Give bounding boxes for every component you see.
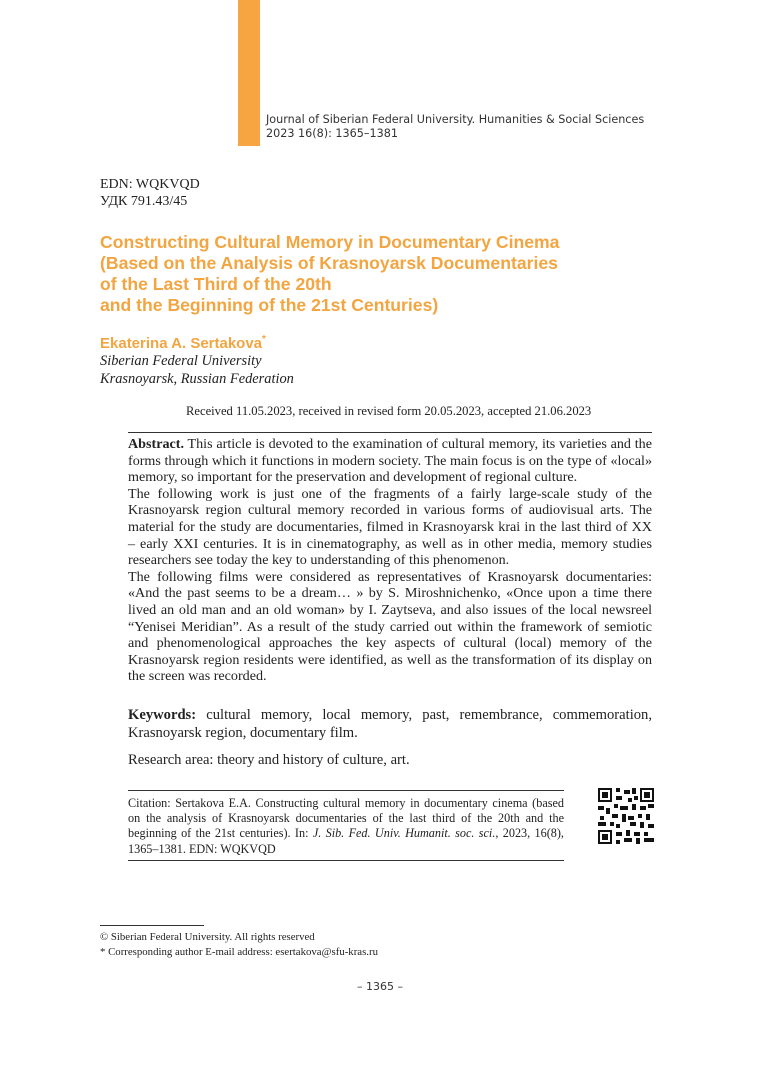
abstract-top-rule: [128, 432, 652, 433]
author-mark: *: [262, 334, 266, 345]
abstract-paragraph: The following films were considered as representatives of Krasnoyarsk documentaries: «And the past seems to be a dream… » by S. Miroshnichenko, «Once upon a time there lived an old man and an old woman» by I. Zaytseva, and also issues of the local newsreel “Yenisei Meridian”. As a result of the study carried out within the framework of semiotic and phenomenological approaches the key aspects of cultural (local) memory of the Krasnoyarsk region residents were identified, as well as the transformation of its display on the screen was recorded.: [128, 568, 652, 685]
journal-name: Journal of Siberian Federal University. Humanities & Social Sciences: [266, 113, 645, 126]
citation-tail: , 2023, 16(8), 1365–1381. EDN: WQKVQD: [128, 826, 564, 856]
citation-bottom-rule: [128, 860, 564, 861]
abstract-paragraph: The following work is just one of the fragments of a fairly large-scale study of the Krasnoyarsk region cultural memory recorded in various forms of audiovisual arts. The material for the study are documentaries, filmed in Krasnoyarsk krai in the last third of XX – early XXI centuries. It is in cinematography, as well as in other media, memory studies researchers see today the key to understanding of this phenomenon.: [128, 485, 652, 569]
received-dates: Received 11.05.2023, received in revised form 20.05.2023, accepted 21.06.2023: [186, 404, 592, 418]
keywords: [128, 706, 652, 742]
corresponding-author-note: * Corresponding author E-mail address: esertakova@sfu-kras.ru: [100, 946, 378, 958]
article-meta: [100, 176, 200, 210]
abstract-paragraph: [128, 436, 652, 486]
citation: [128, 796, 564, 857]
article-title: [100, 232, 660, 316]
citation-text: Citation: Sertakova E.A. Constructing cultural memory in documentary cinema (based on the analysis of Krasnoyarsk documentaries of the last third of the 20th and the beginning of the 21st centuries). In:: [128, 796, 564, 841]
qr-code-icon[interactable]: [598, 788, 654, 844]
footnote-rule: [100, 925, 204, 926]
udk-code: УДК 791.43/45: [100, 194, 188, 209]
journal-issue: 2023 16(8): 1365–1381: [266, 127, 398, 140]
title-line: Constructing Cultural Memory in Documentary Cinema: [100, 232, 560, 252]
accent-bar: [238, 0, 260, 146]
author-affiliation: [100, 352, 294, 388]
abstract-text: This article is devoted to the examination of cultural memory, its varieties and the forms through which it functions in modern society. The main focus is on the type of «local» memory, so important for the preservation and development of regional culture.: [128, 436, 652, 486]
page-number: – 1365 –: [357, 980, 403, 993]
keywords-label: Keywords:: [128, 707, 197, 723]
citation-top-rule: [128, 790, 564, 791]
keywords-text: cultural memory, local memory, past, remembrance, commemoration, Krasnoyarsk region, documentary film.: [128, 707, 652, 741]
title-line: of the Last Third of the 20th: [100, 274, 332, 294]
author-name-text: Ekaterina A. Sertakova: [100, 335, 263, 352]
title-line: and the Beginning of the 21st Centuries): [100, 295, 439, 315]
footnotes: [100, 930, 378, 960]
title-line: (Based on the Analysis of Krasnoyarsk Documentaries: [100, 253, 558, 273]
citation-journal: J. Sib. Fed. Univ. Humanit. soc. sci.: [312, 826, 496, 841]
abstract-label: Abstract.: [128, 436, 184, 452]
affiliation-location: Krasnoyarsk, Russian Federation: [100, 371, 294, 387]
journal-header: [266, 113, 644, 141]
affiliation-university: Siberian Federal University: [100, 353, 262, 369]
copyright-note: © Siberian Federal University. All rights reserved: [100, 931, 315, 943]
author-name: [100, 334, 266, 352]
abstract: [128, 436, 652, 685]
research-area: Research area: theory and history of culture, art.: [128, 752, 410, 768]
edn-code: EDN: WQKVQD: [100, 177, 200, 192]
